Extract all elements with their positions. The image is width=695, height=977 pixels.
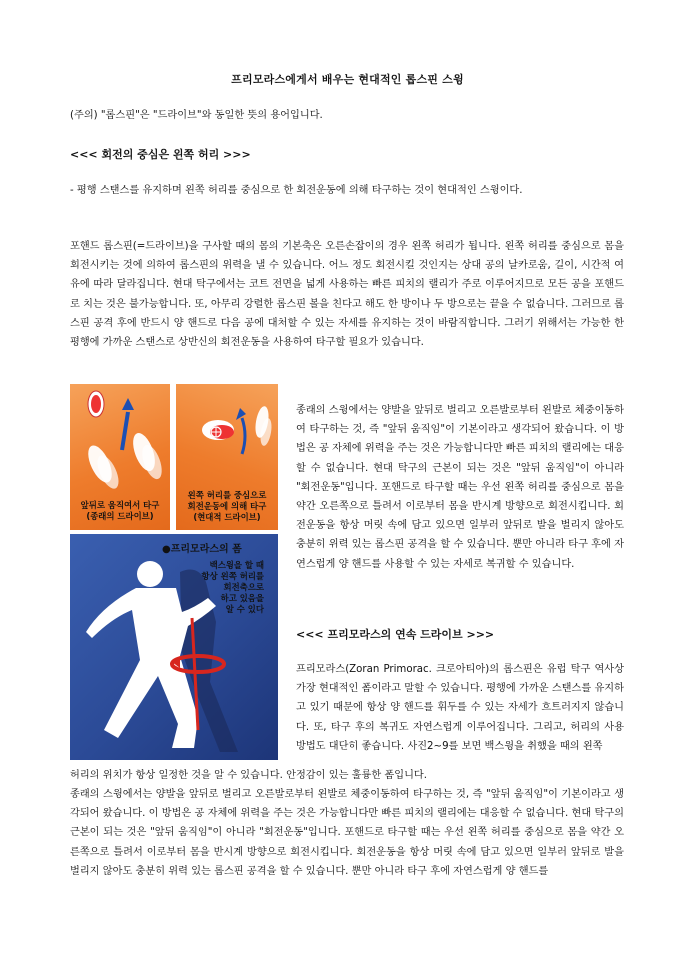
photo-note-line3: 회전축으로 bbox=[223, 582, 264, 592]
right-column-paragraph-primorac: 프리모라스(Zoran Primorac. 크로아티아)의 롭스핀은 유럽 탁구 역사상 가장 현대적인 폼이라고 말할 수 있습니다. 평행에 가까운 스탠스를 유지하고 있기 때문에 항상 양 핸드를 휘두를 수 있는 자세가 흐트러지지 않습니다. 또, 타구 후의 복귀도 자연스럽게 이루어집니다. 그리고, 허리의 사용 방법도 대단히 좋습니다. 사진2~9를 보면 백스윙을 취했을 때의 왼쪽 bbox=[296, 664, 624, 752]
photo-note-line5: 알 수 있다 bbox=[225, 604, 264, 614]
panel-b-caption-line3: (현대적 드라이브) bbox=[193, 512, 261, 522]
continuation-line: 허리의 위치가 항상 일정한 것을 알 수 있습니다. 안정감이 있는 훌륭한 폼입니다. bbox=[70, 770, 428, 781]
panel-modern-drive bbox=[176, 384, 278, 530]
illustration-figure bbox=[70, 384, 278, 760]
section-heading-primorac-drive: <<< 프리모라스의 연속 드라이브 >>> bbox=[296, 628, 495, 641]
page-title: 프리모라스에게서 배우는 현대적인 롭스핀 스윙 bbox=[231, 73, 464, 86]
panel-a-caption-line1: 앞뒤로 움직여서 타구 bbox=[80, 500, 160, 510]
section-heading-waist-axis: <<< 회전의 중심은 왼쪽 허리 >>> bbox=[70, 148, 251, 161]
bottom-paragraph: 종래의 스윙에서는 양발을 앞뒤로 벌리고 오른발로부터 왼발로 체중이동하여 타구하는 것, 즉 "앞뒤 움직임"이 기본이라고 생각되어 왔습니다. 이 방법은 공 자체에 위력을 주는 것은 가능합니다만 빠른 피치의 랠리에는 대응할 수 없습니다. 현대 탁구의 근본이 되는 것은 "앞뒤 움직임"이 아니라 "회전운동"입니다. 포핸드로 타구할 때는 우선 왼쪽 허리를 중심으로 몸을 약간 오른쪽으로 틀려서 이로부터 몸을 반시계 방향으로 회전시킵니다. 회전운동을 항상 머릿 속에 담고 있으면 일부러 앞뒤로 발을 벌리지 않아도 충분히 위력 있는 롭스핀 공격을 할 수 있습니다. 뿐만 아니라 타구 후에 자연스럽게 양 핸드를 bbox=[70, 789, 624, 877]
photo-note bbox=[184, 560, 264, 615]
usage-note: (주의) "롭스핀"은 "드라이브"와 동일한 뜻의 용어입니다. bbox=[70, 110, 323, 121]
panel-b-caption-line1: 왼쪽 허리를 중심으로 bbox=[187, 490, 267, 500]
primorac-form-photo bbox=[70, 534, 278, 760]
panel-traditional-drive bbox=[70, 384, 170, 530]
photo-note-line4: 하고 있음을 bbox=[220, 593, 264, 603]
section-body-forehand: 포핸드 롭스핀(=드라이브)을 구사할 때의 몸의 기본축은 오른손잡이의 경우 왼쪽 허리가 됩니다. 왼쪽 허리를 중심으로 몸을 회전시키는 것에 의하여 롭스핀의 위력을 낼 수 있습니다. 어느 정도 회전시킬 것인지는 상대 공의 날카로움, 길이, 시간적 여유에 따라 달라집니다. 현대 탁구에서는 코트 전면을 넓게 사용하는 빠른 피치의 랠리가 주로 이루어지므로 모든 공을 포핸드로 치는 것은 불가능합니다. 또, 아무리 강렬한 롭스핀 볼을 친다고 해도 한 방이나 두 방으로는 끝을 수 없습니다. 그러므로 롭스핀 공격 후에 반드시 양 핸드로 다음 공에 대처할 수 있는 자세를 유지하는 것이 바람직합니다. 그러기 위해서는 가능한 한 평행에 가까운 스탠스로 상반신의 회전운동을 사용하여 타구할 필요가 있습니다. bbox=[70, 241, 624, 349]
photo-note-line2: 항상 왼쪽 허리를 bbox=[201, 571, 264, 581]
photo-title: ●프리모라스의 폼 bbox=[162, 544, 242, 555]
photo-note-line1: 백스윙을 할 때 bbox=[209, 560, 264, 570]
right-column-paragraph-rotation: 종래의 스윙에서는 양발을 앞뒤로 벌리고 오른발로부터 왼발로 체중이동하여 타구하는 것, 즉 "앞뒤 움직임"이 기본이라고 생각되어 왔습니다. 이 방법은 공 자체에 위력을 주는 것은 가능합니다만 빠른 피치의 랠리에는 대응할 수 없습니다. 현대 탁구의 근본이 되는 것은 "앞뒤 움직임"이 아니라 "회전운동"입니다. 포핸드로 타구할 때는 우선 왼쪽 허리를 중심으로 몸을 약간 오른쪽으로 틀려서 이로부터 몸을 반시계 방향으로 회전시킵니다. 회전운동을 항상 머릿 속에 담고 있으면 일부러 앞뒤로 발을 벌리지 않아도 충분히 위력 있는 롭스핀 공격을 할 수 있습니다. 뿐만 아니라 타구 후에 자연스럽게 양 핸드를 사용할 수 있는 자세로 복귀할 수 있습니다. bbox=[296, 405, 624, 570]
panel-b-caption-line2: 회전운동에 의해 타구 bbox=[187, 501, 267, 511]
panel-a-caption-line2: (종래의 드라이브) bbox=[86, 511, 154, 521]
section-lead: - 평행 스탠스를 유지하며 왼쪽 허리를 중심으로 한 회전운동에 의해 타구하는 것이 현대적인 스윙이다. bbox=[70, 185, 523, 196]
